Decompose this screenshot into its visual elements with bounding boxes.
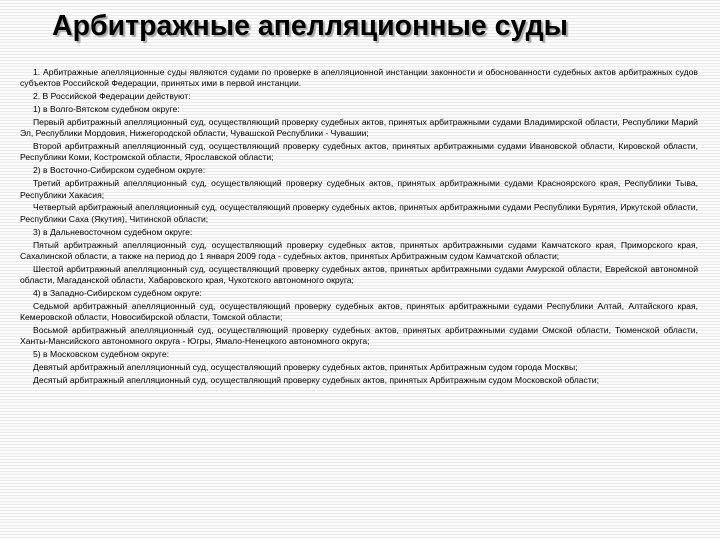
court-eighth: Восьмой арбитражный апелляционный суд, осуществляющий проверку судебных актов, принятых арбитражными судами Омской области, Тюменской области, Ханты-Мансийского автономного округа - Югры, Ямало-Ненецкого автономного округа; [20, 324, 698, 347]
slide-title: Арбитражные апелляционные суды [52, 10, 569, 42]
paragraph-list-intro: 2. В Российской Федерации действуют: [33, 91, 191, 102]
court-first: Первый арбитражный апелляционный суд, осуществляющий проверку судебных актов, принятых арбитражными судами Владимирской области, Республики Марий Эл, Республики Мордовия, Нижегородской области, Чувашской Республики - Чувашии; [20, 116, 698, 139]
court-ninth: Девятый арбитражный апелляционный суд, осуществляющий проверку судебных актов, принятых Арбитражным судом города Москвы; [33, 362, 578, 373]
court-fourth: Четвертый арбитражный апелляционный суд, осуществляющий проверку судебных актов, принятых арбитражными судами Республики Бурятия, Иркутской области, Республики Саха (Якутия), Читинской области; [20, 202, 698, 224]
slide-body [20, 67, 698, 388]
court-third: Третий арбитражный апелляционный суд, осуществляющий проверку судебных актов, принятых арбитражными судами Красноярского края, Республики Тыва, Республики Хакасия; [20, 178, 698, 200]
court-tenth: Десятый арбитражный апелляционный суд, осуществляющий проверку судебных актов, принятых Арбитражным судом Московской области; [33, 374, 599, 385]
district-heading-far-eastern: 3) в Дальневосточном судебном округе: [33, 226, 193, 237]
district-heading-moscow: 5) в Московском судебном округе: [33, 349, 170, 360]
court-fifth: Пятый арбитражный апелляционный суд, осуществляющий проверку судебных актов, принятых арбитражными судами Камчатского края, Приморского края, Сахалинской области, а также на период до 1 января 2009 года - судебных актов, принятых Арбитражным судом Камчатской области; [20, 239, 698, 261]
district-heading-volga-vyatka: 1) в Волго-Вятском судебном округе: [33, 104, 180, 115]
court-sixth: Шестой арбитражный апелляционный суд, осуществляющий проверку судебных актов, принятых арбитражными судами Амурской области, Еврейской автономной области, Магаданской области, Хабаровского края, Чукотского автономного округа; [20, 263, 698, 285]
district-heading-west-siberian: 4) в Западно-Сибирском судебном округе: [33, 287, 202, 298]
court-seventh: Седьмой арбитражный апелляционный суд, осуществляющий проверку судебных актов, принятых арбитражными судами Республики Алтай, Алтайского края, Кемеровской области, Новосибирской области, Томской области; [20, 300, 698, 323]
paragraph-intro: 1. Арбитражные апелляционные суды являются судами по проверке в апелляционной инстанции законности и обоснованности судебных актов арбитражных судов субъектов Российской Федерации, принятых ими в первой инстанции. [20, 67, 698, 89]
district-heading-east-siberian: 2) в Восточно-Сибирском судебном округе: [33, 165, 206, 176]
court-second: Второй арбитражный апелляционный суд, осуществляющий проверку судебных актов, принятых арбитражными судами Ивановской области, Кировской области, Республики Коми, Костромской области, Ярославской области; [20, 141, 698, 163]
